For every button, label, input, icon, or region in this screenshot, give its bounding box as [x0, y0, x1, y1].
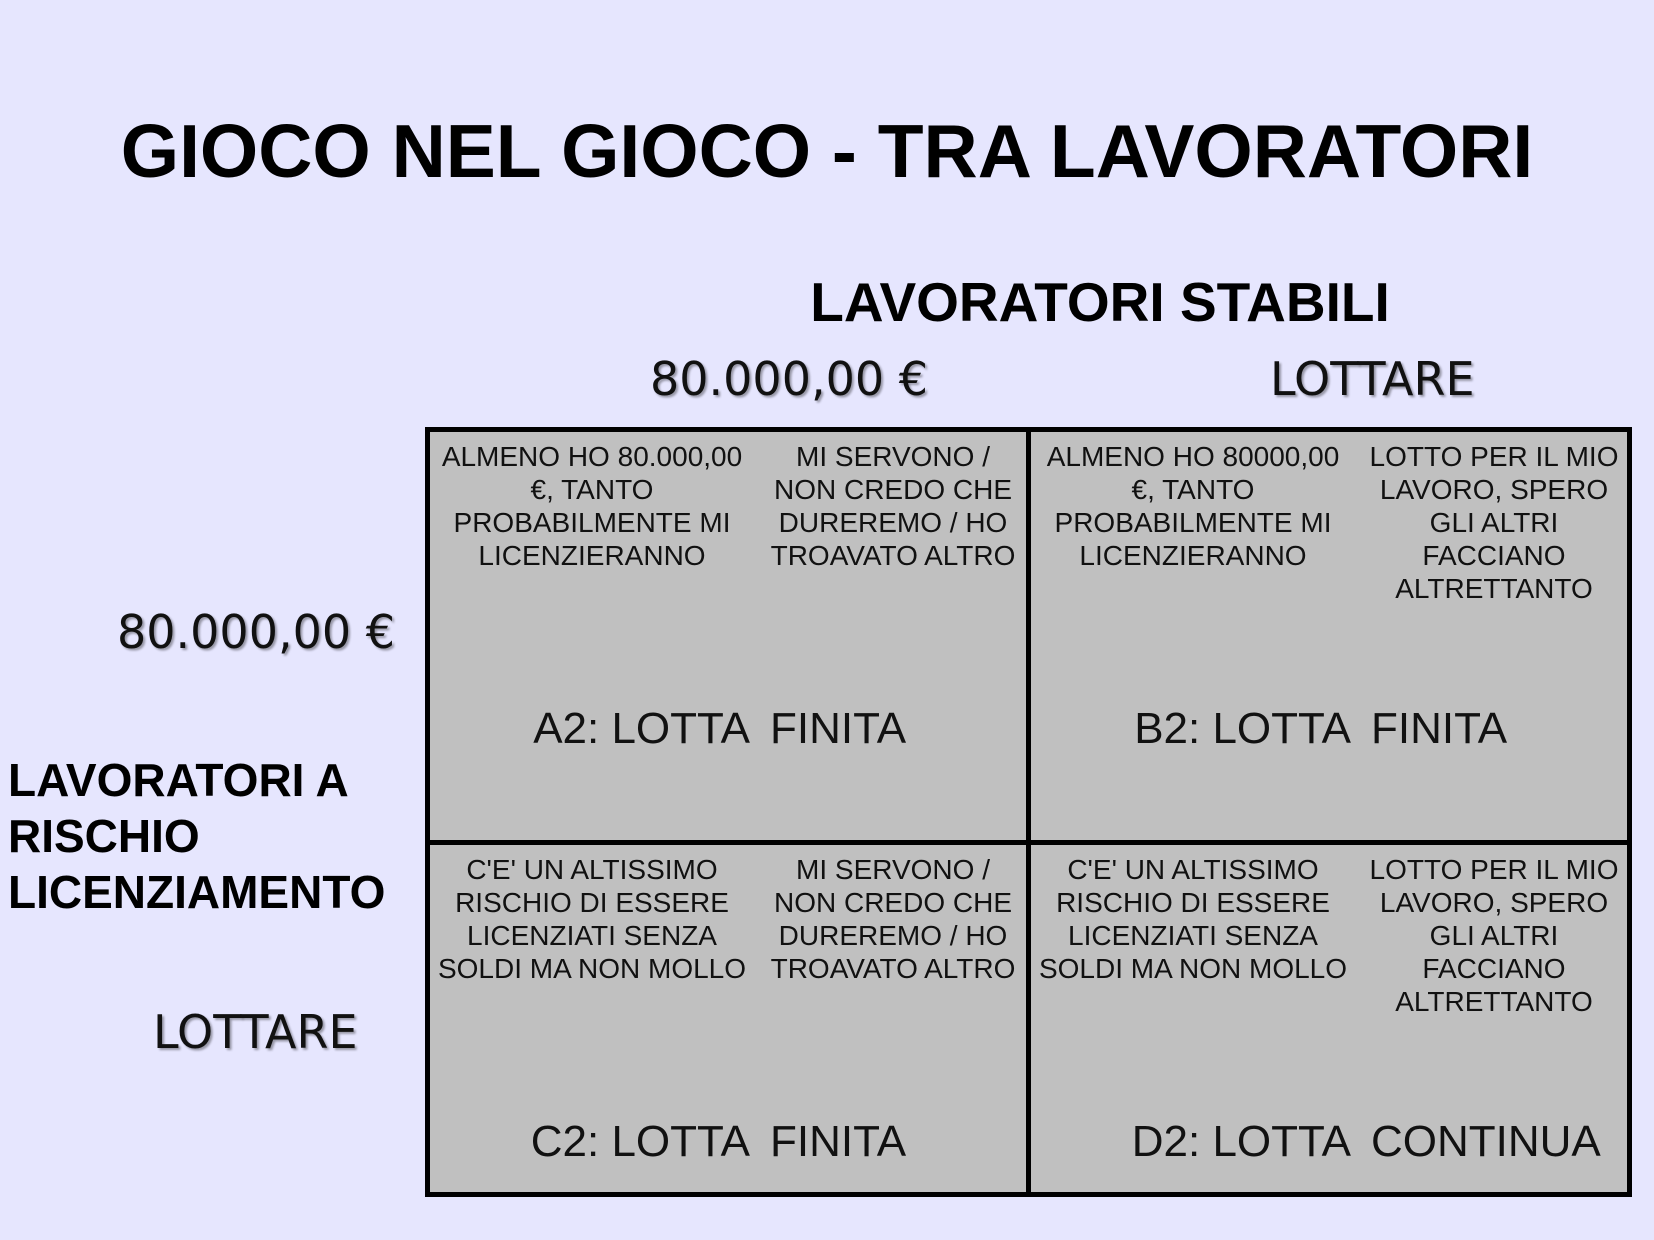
row-strategy-2: LOTTARE — [153, 1005, 358, 1059]
cell-c2 — [430, 845, 1026, 1192]
cell-outcome-value: FINITA — [1371, 704, 1508, 753]
cell-outcome-value: CONTINUA — [1371, 1117, 1601, 1166]
cell-row-player-text: C'E' UN ALTISSIMO RISCHIO DI ESSERE LICENZIATI SENZA SOLDI MA NON MOLLO — [1038, 854, 1348, 984]
cell-outcome-value: FINITA — [770, 704, 907, 753]
cell-row-player-text: ALMENO HO 80000,00 €, TANTO PROBABILMENTE MI LICENZIERANNO — [1046, 441, 1340, 571]
cell-outcome-label: C2: LOTTA — [530, 1117, 750, 1166]
cell-outcome-value: FINITA — [770, 1117, 907, 1166]
cell-column-player-text: LOTTO PER IL MIO LAVORO, SPERO GLI ALTRI FACCIANO ALTRETTANTO — [1369, 854, 1619, 1017]
row-strategy-1: 80.000,00 € — [117, 605, 395, 659]
cell-outcome-label: B2: LOTTA — [1134, 704, 1351, 753]
row-player-label-line: LAVORATORI A — [8, 754, 349, 806]
cell-d2 — [1031, 845, 1627, 1192]
row-player-label — [8, 752, 428, 920]
cell-a2 — [430, 432, 1026, 840]
cell-column-player-text: MI SERVONO / NON CREDO CHE DUREREMO / HO TROAVATO ALTRO — [770, 441, 1016, 571]
row-player-label-line: LICENZIAMENTO — [8, 866, 386, 918]
row-player-label-line: RISCHIO — [8, 810, 200, 862]
cell-column-player-text: LOTTO PER IL MIO LAVORO, SPERO GLI ALTRI FACCIANO ALTRETTANTO — [1369, 441, 1619, 604]
column-strategy-2: LOTTARE — [1270, 352, 1475, 406]
cell-row-player-text: ALMENO HO 80.000,00 €, TANTO PROBABILMENTE MI LICENZIERANNO — [441, 441, 743, 571]
column-strategy-1: 80.000,00 € — [650, 352, 928, 406]
column-player-label: LAVORATORI STABILI — [810, 271, 1390, 333]
cell-outcome-label: A2: LOTTA — [533, 704, 750, 753]
cell-outcome-label: D2: LOTTA — [1131, 1117, 1351, 1166]
slide-title: GIOCO NEL GIOCO - TRA LAVORATORI — [120, 109, 1534, 193]
payoff-matrix — [425, 427, 1632, 1197]
cell-column-player-text: MI SERVONO / NON CREDO CHE DUREREMO / HO TROAVATO ALTRO — [770, 854, 1016, 984]
cell-row-player-text: C'E' UN ALTISSIMO RISCHIO DI ESSERE LICENZIATI SENZA SOLDI MA NON MOLLO — [437, 854, 747, 984]
cell-b2 — [1031, 432, 1627, 840]
